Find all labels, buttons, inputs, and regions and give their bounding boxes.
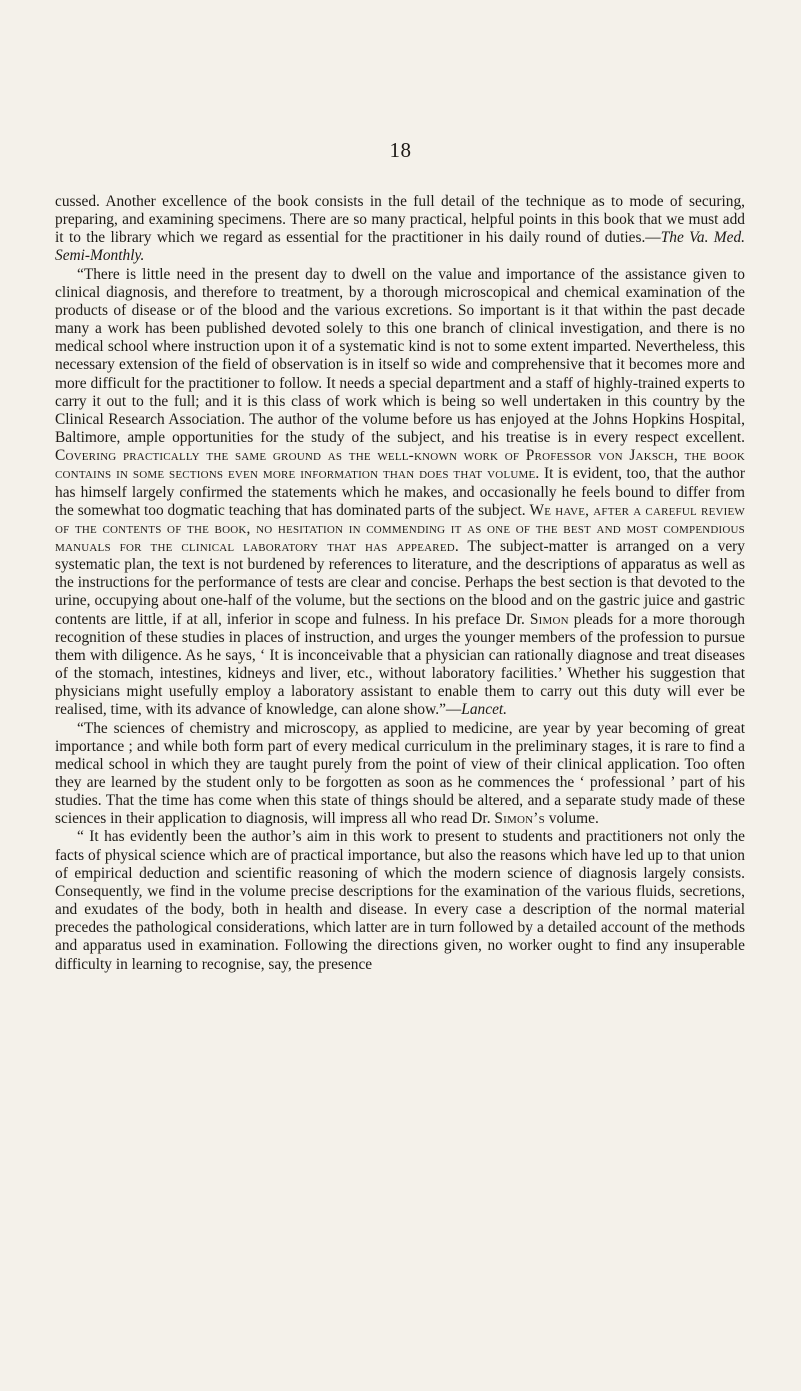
paragraph-3: [55, 720, 745, 829]
journal-citation: The Va. Med. Semi-Monthly.: [55, 229, 745, 265]
text-segment: “There is little need in the present day to dwell on the value and importance of the assistance given to clinical diagnosis, and therefore to treatment, by a thorough microscopical and chemical examination of the products of disease or of the blood and the various excretions. So important is it that within the past decade many a work has been published devoted solely to this one branch of clinical investigation, and there is no medical school where instruction upon it of a systematic kind is not to some extent imparted. Nevertheless, this necessary extension of the field of observation is in itself so wide and comprehensive that it becomes more and more difficult for the practitioner to follow. It needs a special department and a staff of highly-trained experts to carry it out to the full; and it is this class of work which is being so well undertaken in this country by the Clinical Research Association. The author of the volume before us has enjoyed at the Johns Hopkins Hospital, Baltimore, ample opportunities for the study of the subject, and his treatise is in every respect excellent.: [55, 265, 745, 447]
text-segment: volume.: [544, 810, 599, 828]
author-name: Simon’s: [494, 810, 545, 828]
text-segment: cussed. Another excellence of the book consists in the full detail of the technique as to mode of securing, preparing, and examining specimens. There are so many practical, helpful points in this book that we must add it to the library which we regard as essential for the practitioner in his daily round of duties.—: [55, 193, 745, 247]
reviews-text: [55, 193, 745, 974]
text-segment: “ It has evidently been the author’s aim in this work to present to students and practitioners not only the facts of physical science which are of practical importance, but also the reasons which have led up to that union of empirical deduction and scientific reasoning of which the modern science of diagnosis largely consists. Consequently, we find in the volume precise descriptions for the examination of the various fluids, secretions, and exudates of the body, both in health and disease. In every case a description of the normal material precedes the pathological considerations, which latter are in turn followed by a detailed account of the methods and apparatus used in examination. Following the directions given, no worker ought to find any insuperable difficulty in learning to recognise, say, the presence: [55, 828, 745, 973]
page-number: 18: [389, 138, 412, 162]
paragraph-2: [55, 266, 745, 720]
paragraph-4: [55, 828, 745, 973]
text-segment: pleads for a more thorough recognition of these studies in places of instruction, and urges the younger members of the profession to pursue them with diligence. As he says, ‘ It is inconceivable that a physician can rationally diagnose and treat diseases of the stomach, intestines, kidneys and liver, etc., without laboratory facilities.’ Whether his suggestion that physicians might usefully employ a laboratory assistant to enable them to carry out this duty will ever be realised, time, with its advance of knowledge, can alone show.”—: [55, 610, 746, 719]
text-segment: The subject-matter is arranged on a very systematic plan, the text is not burdened by references to literature, and the descriptions of apparatus as well as the instructions for the performance of tests are clear and concise. Perhaps the best section is that devoted to the urine, occupying about one-half of the volume, but the sections on the blood and on the gastric juice and gastric contents are little, if at all, inferior in scope and fulness. In his preface Dr.: [55, 537, 745, 628]
emphasis-smallcaps: Covering practically the same ground as the well-known work of Professor von Jaksch, the book contains in some sections even more information than does that volume.: [55, 447, 745, 483]
text-segment: “The sciences of chemistry and microscopy, as applied to medicine, are year by year becoming of great importance ; and while both form part of every medical curriculum in the preliminary stages, it is rare to find a medical school in which they are taught purely from the point of view of their clinical application. Too often they are learned by the student only to be forgotten as soon as he commences the ‘ professional ’ part of his studies. That the time has come when this state of things should be altered, and a separate study made of these sciences in their application to diagnosis, will impress all who read Dr.: [55, 719, 745, 828]
emphasis-smallcaps: We have, after a careful review of the contents of the book, no hesitation in commending it as one of the best and most compendious manuals for the clinical laboratory that has appeared.: [55, 501, 745, 555]
text-segment: It is evident, too, that the author has himself largely confirmed the statements which he makes, and occasionally he feels bound to differ from the somewhat too dogmatic teaching that has dominated parts of the subject.: [55, 465, 745, 519]
paragraph-1: [55, 193, 745, 266]
journal-citation: Lancet.: [461, 701, 508, 719]
author-name: Simon: [529, 610, 569, 628]
